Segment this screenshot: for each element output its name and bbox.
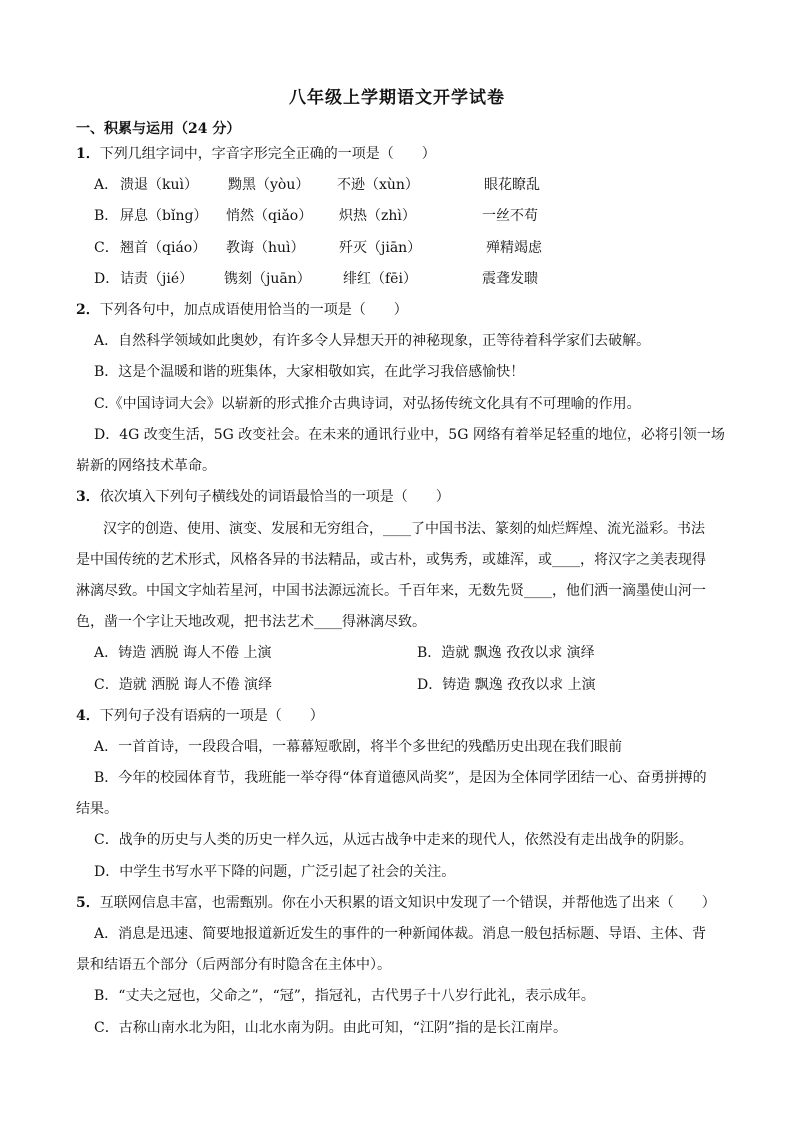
question-5-option-c: C．古称山南水北为阳，山北水南为阴。由此可知，“江阴”指的是长江南岸。 <box>94 1020 568 1036</box>
question-number: 4． <box>76 708 100 724</box>
question-3-passage-line: 色，凿一个字让天地改观，把书法艺术____得淋漓尽致。 <box>76 614 426 630</box>
option-word: 屏息（bǐng） <box>120 208 208 224</box>
option-word: 镌刻（juān） <box>224 271 311 287</box>
question-text: 下列几组字词中，字音字形完全正确的一项是（ ） <box>99 146 436 162</box>
option-word: 溃退（kuì） <box>120 177 198 193</box>
question-4-option-c: C．战争的历史与人类的历史一样久远，从远古战争中走来的现代人，依然没有走出战争的阴影。 <box>94 832 693 848</box>
question-3-option-a: A．铸造 洒脱 诲人不倦 上演 <box>94 645 272 661</box>
section-heading: 一、积累与运用（24 分） <box>76 121 241 137</box>
page-title: 八年级上学期语文开学试卷 <box>289 88 505 108</box>
option-word: 绯红（fēi） <box>343 271 417 287</box>
option-word: 殚精竭虑 <box>486 240 542 256</box>
question-2-option-d: D．4G 改变生活，5G 改变社会。在未来的通讯行业中，5G 网络有着举足轻重的地位，必将引领一场 <box>94 427 725 443</box>
question-1-stem <box>76 144 436 164</box>
question-3-passage-line: 汉字的创造、使用、演变、发展和无穷组合，____了中国书法、篆刻的灿烂辉煌、流光溢彩。书法 <box>103 521 705 537</box>
question-4-option-a: A．一首首诗，一段段合唱，一幕幕短歌剧，将半个多世纪的残酷历史出现在我们眼前 <box>94 739 623 755</box>
question-3-passage-line: 淋漓尽致。中国文字灿若星河，中国书法源远流长。千百年来，无数先贤____，他们洒一滴墨使山河一 <box>76 583 706 599</box>
question-number: 2． <box>76 302 100 318</box>
option-word: 不逊（xùn） <box>337 177 419 193</box>
question-text: 下列各句中，加点成语使用恰当的一项是（ ） <box>99 302 408 318</box>
option-label: D． <box>94 271 120 287</box>
question-5-option-a: A．消息是迅速、简要地报道新近发生的事件的一种新闻体裁。消息一般包括标题、导语、主体、背 <box>94 926 707 942</box>
question-2-option-b: B．这是个温暖和谐的班集体，大家相敬如宾，在此学习我倍感愉快！ <box>94 364 525 380</box>
question-number: 1． <box>76 146 100 162</box>
option-word: 炽热（zhì） <box>339 208 416 224</box>
question-text: 下列句子没有语病的一项是（ ） <box>99 708 324 724</box>
question-3-stem <box>76 487 450 507</box>
question-2-stem <box>76 300 408 320</box>
option-word: 翘首（qiáo） <box>120 240 207 256</box>
question-4-stem <box>76 706 324 726</box>
question-text: 依次填入下列句子横线处的词语最恰当的一项是（ ） <box>99 489 450 505</box>
question-5-option-a-continued: 景和结语五个部分（后两部分有时隐含在主体中）。 <box>76 957 391 973</box>
option-word: 教诲（huì） <box>226 240 305 256</box>
option-word: 歼灭（jiān） <box>339 240 422 256</box>
question-3-option-b: B．造就 飘逸 孜孜以求 演绎 <box>417 645 595 661</box>
question-2-option-d-continued: 崭新的网络技术革命。 <box>76 458 216 474</box>
question-number: 3． <box>76 489 100 505</box>
question-2-option-a: A．自然科学领域如此奥妙，有许多令人异想天开的神秘现象，正等待着科学家们去破解。 <box>94 333 651 349</box>
question-3-option-d: D．铸造 飘逸 孜孜以求 上演 <box>417 677 596 693</box>
question-4-option-b: B．今年的校园体育节，我班能一举夺得“体育道德风尚奖”，是因为全体同学团结一心、奋勇拼搏的 <box>94 770 707 786</box>
option-label: C． <box>94 240 119 256</box>
question-3-option-c: C．造就 洒脱 诲人不倦 演绎 <box>94 677 273 693</box>
question-4-option-d: D．中学生书写水平下降的问题，广泛引起了社会的关注。 <box>94 864 456 880</box>
option-word: 诘责（jié） <box>120 271 194 287</box>
question-4-option-b-continued: 结果。 <box>76 801 118 817</box>
option-word: 黝黑（yòu） <box>228 177 310 193</box>
option-word: 悄然（qiǎo） <box>226 208 313 224</box>
question-5-stem <box>76 893 716 913</box>
option-word: 一丝不苟 <box>482 208 538 224</box>
option-label: B． <box>94 208 119 224</box>
question-3-passage-line: 是中国传统的艺术形式，风格各异的书法精品，或古朴，或隽秀，或雄浑，或____，将汉字之美表现得 <box>76 552 706 568</box>
question-2-option-c: C.《中国诗词大会》以崭新的形式推介古典诗词，对弘扬传统文化具有不可理喻的作用。 <box>94 396 641 412</box>
option-label: A． <box>94 177 119 193</box>
question-5-option-b: B．“丈夫之冠也，父命之”，“冠”，指冠礼，古代男子十八岁行此礼，表示成年。 <box>94 988 595 1004</box>
option-word: 震聋发聩 <box>482 271 538 287</box>
question-number: 5． <box>76 895 100 911</box>
question-text: 互联网信息丰富，也需甄别。你在小天积累的语文知识中发现了一个错误，并帮他选了出来（ ） <box>99 895 716 911</box>
option-word: 眼花瞭乱 <box>484 177 540 193</box>
